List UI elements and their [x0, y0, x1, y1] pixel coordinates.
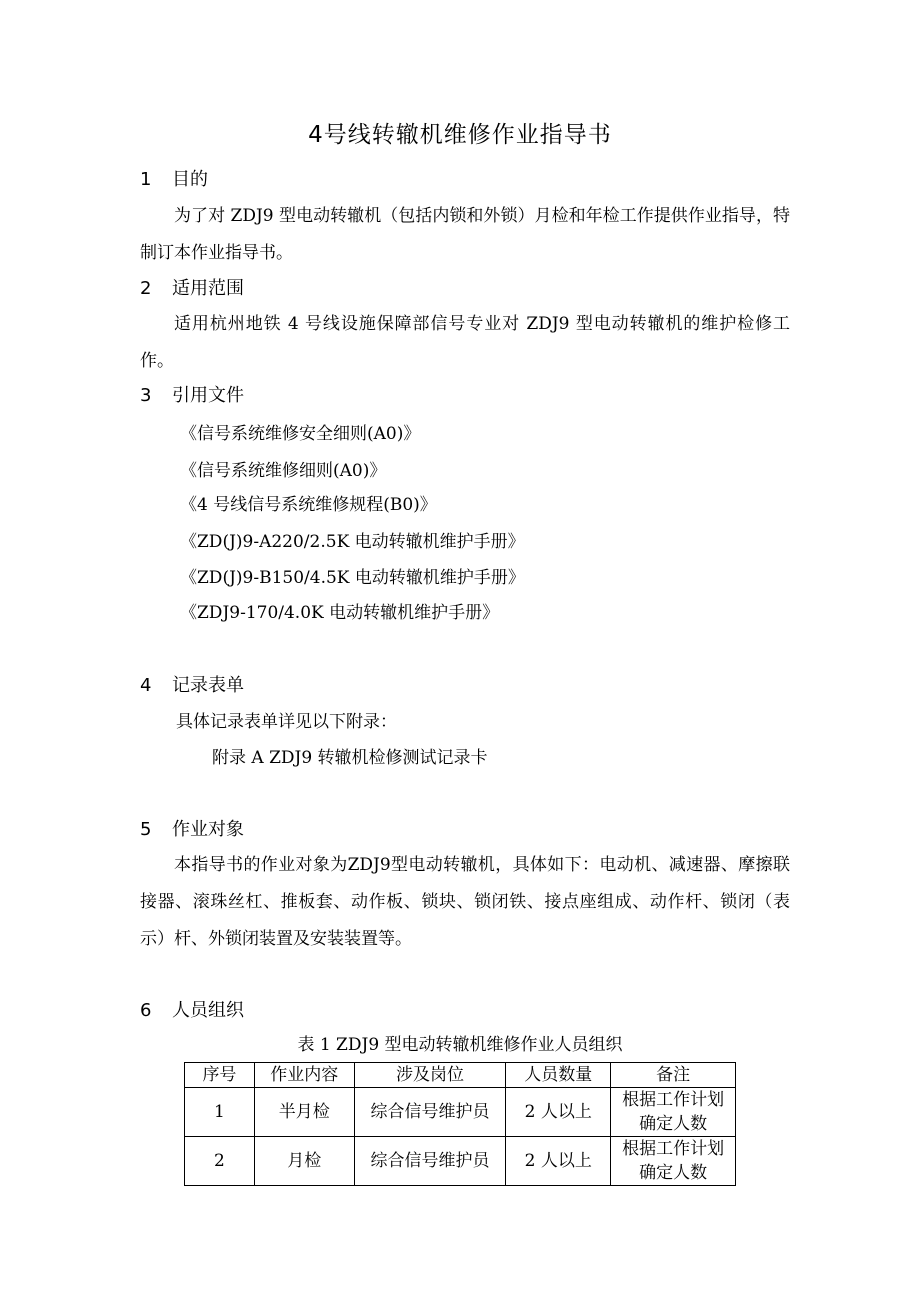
section-number: 6: [140, 1000, 152, 1021]
section-title: 目的: [172, 169, 208, 190]
header-cell: 备注: [611, 1063, 736, 1088]
section-number: 1: [140, 169, 152, 190]
table-cell: 综合信号维护员: [354, 1088, 506, 1137]
table-cell: 2: [185, 1137, 255, 1186]
document-title: 4号线转辙机维修作业指导书: [308, 122, 612, 148]
reference-item: 《信号系统维修安全细则(A0)》: [180, 424, 421, 444]
reference-item: 《信号系统维修细则(A0)》: [180, 461, 387, 481]
section-title: 适用范围: [172, 278, 244, 299]
section-title: 作业对象: [172, 819, 244, 840]
section-4-text: 具体记录表单详见以下附录：: [176, 712, 397, 732]
table-caption: 表 1 ZDJ9 型电动转辙机维修作业人员组织: [297, 1035, 623, 1055]
section-4-heading: [140, 673, 244, 699]
header-cell: 人员数量: [506, 1063, 611, 1088]
table-header-row: [185, 1063, 736, 1088]
section-5-heading: [140, 817, 244, 843]
section-2-heading: [140, 276, 244, 302]
appendix-reference: 附录 A ZDJ9 转辙机检修测试记录卡: [212, 748, 488, 768]
section-number: 2: [140, 278, 152, 299]
header-cell: 涉及岗位: [354, 1063, 506, 1088]
table-cell: 月检: [254, 1137, 354, 1186]
table-row: [185, 1088, 736, 1137]
table-cell: 根据工作计划确定人数: [611, 1088, 736, 1137]
reference-item: 《ZD(J)9-B150/4.5K 电动转辙机维护手册》: [180, 568, 525, 588]
table-cell: 半月检: [254, 1088, 354, 1137]
reference-item: 《ZDJ9-170/4.0K 电动转辙机维护手册》: [180, 603, 500, 623]
section-title: 人员组织: [172, 1000, 244, 1021]
reference-item: 《ZD(J)9-A220/2.5K 电动转辙机维护手册》: [180, 532, 525, 552]
section-number: 4: [140, 675, 152, 696]
section-number: 3: [140, 385, 152, 406]
section-5-text: 本指导书的作业对象为ZDJ9型电动转辙机，具体如下：电动机、减速器、摩擦联接器、滚珠丝杠、推板套、动作板、锁块、锁闭铁、接点座组成、动作杆、锁闭（表示）杆、外锁闭装置及安装装置等。: [140, 855, 790, 949]
table-cell: 2 人以上: [506, 1088, 611, 1137]
section-1-text: 为了对 ZDJ9 型电动转辙机（包括内锁和外锁）月检和年检工作提供作业指导，特制订本作业指导书。: [140, 206, 790, 263]
staff-table: [184, 1062, 736, 1186]
header-cell: 作业内容: [254, 1063, 354, 1088]
section-number: 5: [140, 819, 152, 840]
table-cell: 1: [185, 1088, 255, 1137]
section-title: 记录表单: [172, 675, 244, 696]
section-title: 引用文件: [172, 385, 244, 406]
header-cell: 序号: [185, 1063, 255, 1088]
section-6-heading: [140, 998, 244, 1024]
table-cell: 综合信号维护员: [354, 1137, 506, 1186]
table-row: [185, 1137, 736, 1186]
reference-item: 《4 号线信号系统维修规程(B0)》: [180, 495, 437, 515]
table-cell: 根据工作计划确定人数: [611, 1137, 736, 1186]
table-cell: 2 人以上: [506, 1137, 611, 1186]
section-1-heading: [140, 167, 208, 193]
section-2-text: 适用杭州地铁 4 号线设施保障部信号专业对 ZDJ9 型电动转辙机的维护检修工作。: [140, 314, 790, 371]
section-3-heading: [140, 383, 244, 409]
